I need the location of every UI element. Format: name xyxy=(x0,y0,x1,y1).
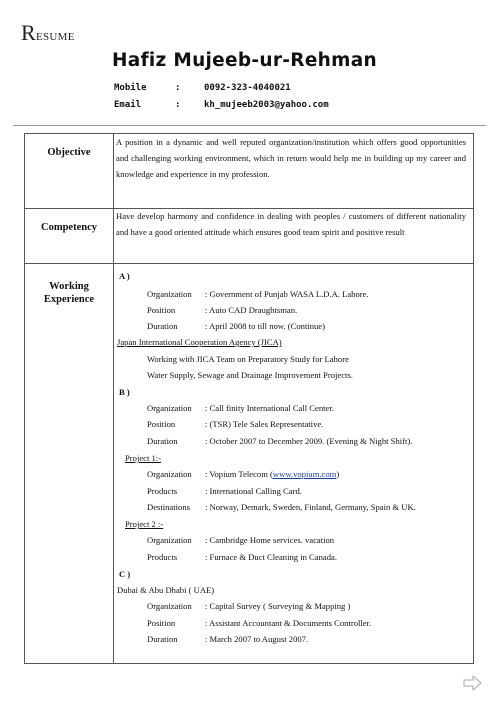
b-position-label: Position xyxy=(147,419,176,429)
a-position-value: : Auto CAD Draughtsman. xyxy=(205,305,298,315)
p1-products-label: Products xyxy=(147,486,178,496)
a-organization-label: Organization xyxy=(147,289,192,299)
competency-text: Have develop harmony and confidence in dealing with peoples / customers of different nationality and have a good oriented attitude which ensures good team spirit and positive result xyxy=(116,211,466,237)
c-organization-value: : Capital Survey ( Surveying & Mapping ) xyxy=(205,601,351,611)
resume-heading-rest: ESUME xyxy=(35,31,75,43)
a-organization-value: : Government of Punjab WASA L.D.A. Lahore. xyxy=(205,289,369,299)
resume-heading xyxy=(21,20,75,46)
p2-products-value: : Furnace & Duct Cleaning in Canada. xyxy=(205,552,337,562)
c-position-value: : Assistant Accountant & Documents Controller. xyxy=(205,618,372,628)
column-divider xyxy=(113,134,114,663)
objective-text: A position in a dynamic and well reputed organization/institution which offers good opportunities and challenging working environment, which in return would help me in building up my career and knowledge and experience in my profession. xyxy=(116,137,466,179)
resume-heading-initial: R xyxy=(21,20,36,45)
b-position-value: : (TSR) Tele Sales Representative. xyxy=(205,419,324,429)
b-organization-value: : Call finity International Call Center. xyxy=(205,403,334,413)
c-duration-label: Duration xyxy=(147,634,178,644)
resume-table xyxy=(24,133,474,664)
section-a-marker: A ) xyxy=(119,271,130,281)
candidate-name: Hafiz Mujeeb-ur-Rehman xyxy=(112,50,377,71)
next-arrow-icon[interactable] xyxy=(463,674,483,692)
experience-label xyxy=(25,280,113,306)
p1-destinations-label: Destinations xyxy=(147,502,190,512)
p1-organization-prefix: : Vopium Telecom ( xyxy=(205,469,273,479)
c-position-label: Position xyxy=(147,618,176,628)
header-rule xyxy=(13,125,486,126)
c-heading: Dubai & Abu Dhabi ( UAE) xyxy=(117,585,215,595)
objective-label: Objective xyxy=(47,147,91,158)
mobile-label: Mobile xyxy=(114,83,147,93)
b-duration-label: Duration xyxy=(147,436,178,446)
jica-line-2: Water Supply, Sewage and Drainage Improvement Projects. xyxy=(147,370,353,380)
a-position-label: Position xyxy=(147,305,176,315)
jica-heading: Japan International Cooperation Agency (JICA) xyxy=(117,337,282,347)
mobile-value: 0092-323-4040021 xyxy=(204,83,291,93)
p1-organization-label: Organization xyxy=(147,469,192,479)
email-label: Email xyxy=(114,100,142,110)
vopium-link[interactable]: www.vopium.com xyxy=(272,469,337,479)
competency-label: Competency xyxy=(41,222,97,233)
email-value: kh_mujeeb2003@yahoo.com xyxy=(204,100,329,110)
p1-organization-suffix: ) xyxy=(336,469,340,479)
p2-organization-label: Organization xyxy=(147,535,192,545)
section-c-marker: C ) xyxy=(119,569,131,579)
jica-line-1: Working with JICA Team on Preparatory Study for Lahore xyxy=(147,354,349,364)
c-organization-label: Organization xyxy=(147,601,192,611)
next-arrow-glyph xyxy=(463,674,483,692)
email-colon: : xyxy=(175,100,181,110)
a-duration-label: Duration xyxy=(147,321,178,331)
experience-label-line2: Experience xyxy=(43,294,95,305)
p1-destinations-value: : Norway, Demark, Sweden, Finland, Germany, Spain & UK. xyxy=(205,502,416,512)
p2-products-label: Products xyxy=(147,552,178,562)
project-2-heading: Project 2 :- xyxy=(125,519,164,529)
b-organization-label: Organization xyxy=(147,403,192,413)
b-duration-value: : October 2007 to December 2009. (Evening & Night Shift). xyxy=(205,436,413,446)
p1-products-value: : International Calling Card. xyxy=(205,486,302,496)
section-b-marker: B ) xyxy=(119,387,130,397)
project-1-heading: Project 1:- xyxy=(125,453,162,463)
p1-organization-value xyxy=(205,469,339,479)
c-duration-value: : March 2007 to August 2007. xyxy=(205,634,309,644)
mobile-colon: : xyxy=(175,83,181,93)
experience-label-line1: Working xyxy=(49,281,89,292)
p2-organization-value: : Cambridge Home services. vacation xyxy=(205,535,335,545)
row-divider-competency xyxy=(25,263,473,264)
a-duration-value: : April 2008 to till now. (Continue) xyxy=(205,321,325,331)
